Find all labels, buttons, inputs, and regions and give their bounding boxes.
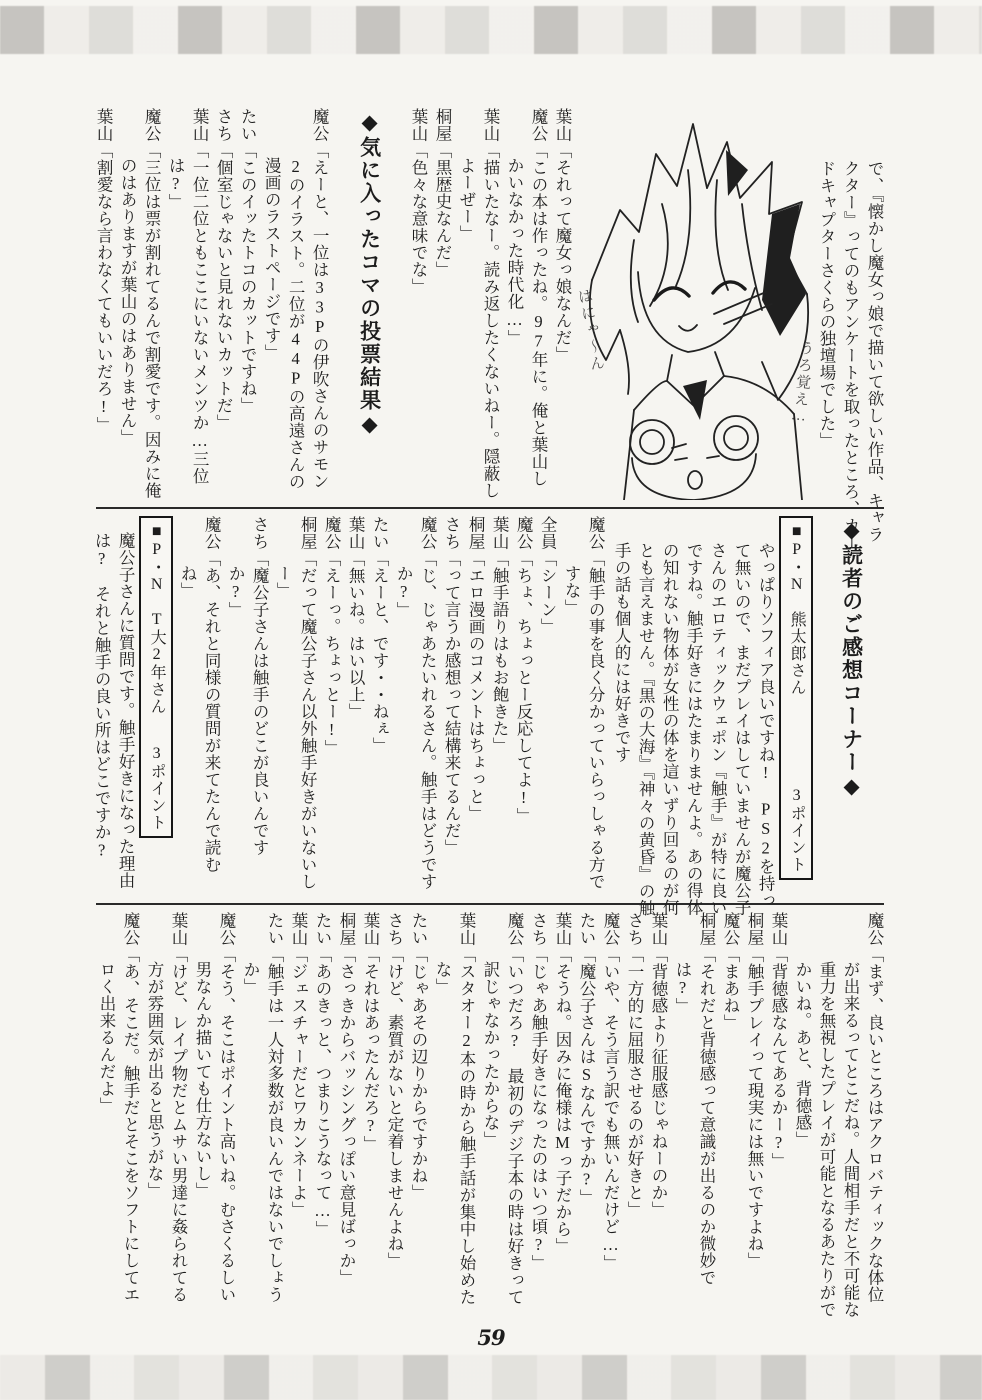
sakura-sketch-svg <box>576 108 812 500</box>
ccs-dialogue-block <box>406 108 574 500</box>
dialogue-line <box>511 516 535 896</box>
speaker-name: 葉山 <box>289 912 308 946</box>
speech-text: 「触手語りはもお飽きた」 <box>490 550 510 754</box>
speaker-name: 魔公 <box>322 516 342 550</box>
speaker-name: 葉山 <box>409 108 428 142</box>
speaker-name: さち <box>250 516 270 550</box>
dialogue-line <box>574 912 598 1318</box>
dialogue-line <box>319 516 343 896</box>
speaker-name: たい <box>409 912 428 946</box>
dialogue-line <box>487 516 511 896</box>
speaker-name: 桐屋 <box>466 516 486 550</box>
speech-text: 「触手プレイって現実には無いですよね」 <box>745 946 764 1269</box>
speaker-name: さち <box>625 912 644 946</box>
speech-text: 「そう、そこはポイント高いね。むさくるしい男なんか描いても仕方ないし」 <box>193 946 236 1303</box>
dialogue-line <box>478 912 526 1318</box>
speaker-name: 桐屋 <box>298 516 318 550</box>
dialogue-line <box>259 108 331 500</box>
dialogue-line <box>670 912 718 1318</box>
dialogue-line <box>310 912 334 1318</box>
speaker-name: 葉山 <box>649 912 668 946</box>
speaker-name: 葉山 <box>457 912 476 946</box>
speech-text: 「一位二位ともここにいないメンツか…三位は?」 <box>166 142 210 485</box>
speaker-name: 桐屋 <box>337 912 356 946</box>
sakura-illustration <box>574 108 815 500</box>
speaker-name: たい <box>313 912 332 946</box>
dialogue-line <box>439 516 463 896</box>
dialogue-line <box>502 108 550 500</box>
dialogue-line <box>94 912 142 1318</box>
dialogue-line <box>718 912 742 1318</box>
speaker-name: 桐屋 <box>433 108 452 142</box>
dialogue-line <box>430 108 454 500</box>
speaker-name: 魔公 <box>865 912 884 946</box>
speech-text: 「そうね。因みに俺様はMっ子だから」 <box>553 946 572 1255</box>
speech-text: 「ちょ、ちょっとー反応してよ!」 <box>514 550 534 825</box>
speaker-name: 魔公 <box>529 108 548 142</box>
dialogue-line <box>622 912 646 1318</box>
speech-text: 「あ、そこだ。触手だとそこをソフトにしてエロく出来るんだよ」 <box>97 946 140 1303</box>
speaker-name: 葉山 <box>553 912 572 946</box>
speaker-name: 葉山 <box>361 912 380 946</box>
speech-text: 「それだと背徳感って意識が出るのか微妙では?」 <box>673 946 716 1286</box>
dialogue-line <box>115 108 163 500</box>
handwritten-note-uro-oboe: うろ覚え… <box>789 339 815 427</box>
dialogue-line <box>535 516 559 896</box>
speech-text: 「無いね。はい以上」 <box>346 550 366 720</box>
speaker-name: 魔公 <box>310 108 330 142</box>
speaker-name: 魔公 <box>514 516 534 550</box>
speaker-name: 魔公 <box>418 516 438 550</box>
dialogue-line <box>391 516 439 896</box>
speech-text: 「シーン」 <box>538 550 558 635</box>
speech-text: 「って言うか感想って結構来てるんだ」 <box>442 550 462 856</box>
speaker-name: 葉山 <box>769 912 788 946</box>
speech-text: 「割愛なら言わなくてもいいだろ!」 <box>94 142 114 434</box>
speech-text: 「ジェスチャーだとワカンネーよ」 <box>289 946 308 1218</box>
speech-text: 「まず、良いところはアクロバティックな体位が出来るってとこだね。人間相手だと不可能な重力を無視したプレイが可能となるあたりがでかいね。あと、背徳感」 <box>793 946 884 1318</box>
speech-text: 「魔公子さんはSなんですか?」 <box>577 946 596 1206</box>
speech-text: 「描いたなー。読み返したくないねー。隠蔽しよーぜー」 <box>457 142 500 499</box>
vote-results-header: ◆気に入ったコマの投票結果◆ <box>357 110 381 438</box>
speech-text: 「さっきからバッシングっぽい意見ばっか」 <box>337 946 356 1286</box>
speaker-name: たい <box>238 108 258 142</box>
speaker-name: 葉山 <box>490 516 510 550</box>
dialogue-line <box>223 516 271 896</box>
speech-text: 「えーと、一位は33Pの伊吹さんのサモン2のイラスト。二位が44Pの高遠さんの漫画のラストページです」 <box>262 142 330 490</box>
speech-text: 「色々な意味でな」 <box>409 142 428 295</box>
page-number: 59 <box>477 1325 505 1350</box>
speaker-name: さち <box>214 108 234 142</box>
dialogue-line <box>430 912 478 1318</box>
speaker-name: さち <box>529 912 548 946</box>
speaker-name: さち <box>442 516 462 550</box>
feedback-dialogue-block <box>175 516 607 896</box>
dialogue-line <box>598 912 622 1318</box>
speech-text: 「一方的に屈服させるのが好きと」 <box>625 946 644 1218</box>
points-label: 3ポイント <box>148 745 166 831</box>
section-divider-1 <box>96 507 884 509</box>
speech-text: 「えーと、です・・ねぇ」 <box>370 550 390 754</box>
dialogue-line <box>211 108 235 500</box>
dialogue-line <box>190 912 238 1318</box>
speech-text: 「けど、レイプ物だとムサい男達に姦られてる方が雰囲気が出ると思うがな」 <box>145 946 188 1303</box>
speech-text: 「魔公子さんは触手のどこが良いんですか?」 <box>226 550 270 856</box>
speaker-name: 魔公 <box>505 912 524 946</box>
speaker-name: 葉山 <box>94 108 114 142</box>
dialogue-line <box>271 516 319 896</box>
speech-text: 「この本は作ったね。97年に。俺と葉山しかいなかった時代化…」 <box>505 142 548 487</box>
speaker-name: 桐屋 <box>745 912 764 946</box>
dialogue-line <box>550 912 574 1318</box>
speech-text: 「じゃあその辺りからですかね」 <box>409 946 428 1201</box>
dialogue-line <box>175 516 223 896</box>
speech-text: 「触手の事を良く分かっていらっしゃる方ですな」 <box>562 550 606 890</box>
dialogue-line <box>550 108 574 500</box>
dialogue-line <box>406 912 430 1318</box>
speaker-name: たい <box>265 912 284 946</box>
bottom-border-pattern <box>0 1355 982 1400</box>
speech-text: 「じゃあ触手好きになったのはいつ頃?」 <box>529 946 548 1272</box>
speech-text: 「いや、そう言う訳でも無いんだけど…」 <box>601 946 620 1272</box>
dialogue-line <box>646 912 670 1318</box>
speech-text: 「あのきっと、つまりこうなって…」 <box>313 946 332 1238</box>
dialogue-line <box>358 912 382 1318</box>
pen-name-box-2 <box>139 516 173 838</box>
speech-text: 「個室じゃないと見れないカットだ」 <box>214 142 234 431</box>
handwritten-note-hanyan: はにゃ〜ん <box>574 287 606 374</box>
speech-text: 「それはあったんだろ?」 <box>361 946 380 1153</box>
dialogue-line <box>766 912 790 1318</box>
dialogue-line <box>91 108 115 500</box>
speech-text: 「あ、それと同様の質問が来てたんで読むね」 <box>178 550 222 873</box>
speaker-name: 魔公 <box>601 912 620 946</box>
section-reader-feedback <box>92 516 886 917</box>
dialogue-line <box>235 108 259 500</box>
speech-text: 「このイッたトコのカットですね」 <box>238 142 258 414</box>
speech-text: 「けど、素質がないと定着しませんよね」 <box>385 946 404 1269</box>
pen-name-label: ■P・N T大2年さん <box>148 523 166 715</box>
speech-text: 「まあね」 <box>721 946 740 1031</box>
speaker-name: 全員 <box>538 516 558 550</box>
speaker-name: 桐屋 <box>697 912 716 946</box>
dialogue-line <box>454 108 502 500</box>
speech-text: 「えーっ。ちょっとー!」 <box>322 550 342 757</box>
speech-text: 「背徳感より征服感じゃねーのか」 <box>649 946 668 1218</box>
speaker-name: 葉山 <box>190 108 210 142</box>
speaker-name: 魔公 <box>586 516 606 550</box>
speech-text: 「三位は票が割れてるんで割愛です。因みに俺のはありますが葉山のはありません」 <box>118 142 162 499</box>
speech-text: 「それって魔女っ娘なんだ」 <box>553 142 572 363</box>
speaker-name: 葉山 <box>553 108 572 142</box>
dialogue-line <box>406 108 430 500</box>
reader-letter-2: 魔公子さんに質問です。触手好きになった理由は? それと触手の良い所はどこですか? <box>92 532 136 889</box>
speaker-name: たい <box>577 912 596 946</box>
speaker-name: 魔公 <box>121 912 140 946</box>
speaker-name: 葉山 <box>346 516 366 550</box>
dialogue-line <box>463 516 487 896</box>
dialogue-line <box>286 912 310 1318</box>
dialogue-line <box>559 516 607 896</box>
dialogue-line <box>790 912 886 1318</box>
vote-dialogue-block <box>91 108 331 500</box>
intro-text: で、『懐かし魔女っ娘で描いて欲しい作品、キャラクター』ってのもアンケートを取ったところ、カードキャプターさくらの独壇場でした」 <box>817 160 884 551</box>
speaker-name: 魔公 <box>721 912 740 946</box>
speech-text: 「エロ漫画のコメントはちょっと」 <box>466 550 486 822</box>
dialogue-line <box>742 912 766 1318</box>
reader-corner-header: ◆読者のご感想コーナー◆ <box>839 518 863 800</box>
dialogue-line <box>142 912 190 1318</box>
dialogue-line <box>526 912 550 1318</box>
speech-text: 「触手は一人対多数が良いんではないでしょうか」 <box>241 946 284 1303</box>
pen-name-box-1 <box>779 516 813 880</box>
speech-text: 「だって魔公子さん以外触手好きがいないしー」 <box>274 550 318 890</box>
points-label: 3ポイント <box>788 787 806 873</box>
section-tentacle-talk <box>92 912 886 1318</box>
dialogue-line <box>382 912 406 1318</box>
tentacle-dialogue-block <box>94 912 886 1318</box>
dialogue-line <box>367 516 391 896</box>
speaker-name: さち <box>385 912 404 946</box>
dialogue-line <box>238 912 286 1318</box>
speech-text: 「じ、じゃあたいれるさん。触手はどうですか?」 <box>394 550 438 890</box>
dialogue-line <box>343 516 367 896</box>
speaker-name: 葉山 <box>481 108 500 142</box>
speaker-name: 魔公 <box>217 912 236 946</box>
speaker-name: 魔公 <box>202 516 222 550</box>
speech-text: 「背徳感なんてあるかー?」 <box>769 946 788 1170</box>
speech-text: 「黒歴史なんだ」 <box>433 142 452 278</box>
page-content <box>92 108 886 1318</box>
dialogue-line <box>334 912 358 1318</box>
pen-name-label: ■P・N 熊太郎さん <box>788 523 806 696</box>
speaker-name: 魔公 <box>142 108 162 142</box>
speaker-name: 葉山 <box>169 912 188 946</box>
dialogue-line <box>163 108 211 500</box>
reader-letter-1: やっぱりソフィア良いですね! PS2を持って無いので、まだプレイはしていませんが魔公子さんのエロティックウェポン『触手』が特に良いですね。触手好きにはたまりませんよ。あの得体の知れない物体が女性の体を這いずり回るのが何とも言えません。『黒の大海』『神々の黄昏』の触手の話も個人的には好きです <box>612 542 776 917</box>
speech-text: 「いつだろ? 最初のデジ子本の時は好きって訳じゃなかったからな」 <box>481 946 524 1306</box>
top-border-pattern <box>0 6 982 54</box>
speaker-name: たい <box>370 516 390 550</box>
speech-text: 「スタオー2本の時から触手話が集中し始めたな」 <box>433 946 476 1306</box>
